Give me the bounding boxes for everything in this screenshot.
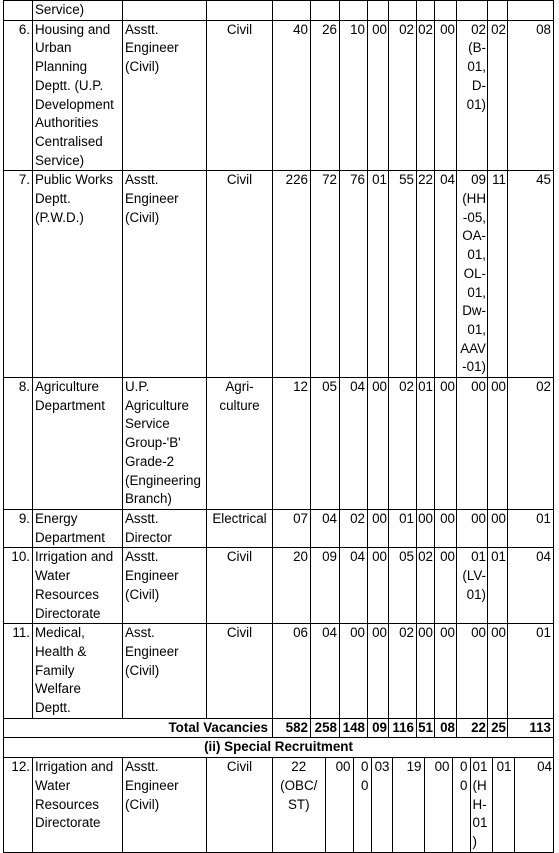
value-cell: 04 [514,758,554,852]
value-cell: 04 [340,548,368,624]
category-cell: Civil [207,171,273,378]
value-cell: 04 [311,624,340,719]
department-cell: Service) [33,1,123,21]
department-cell: Energy Department [33,509,123,547]
value-cell: 01 [488,548,508,624]
post-cell: Asstt. Engineer (Civil) [123,548,207,624]
value-cell: 01 [389,509,417,547]
value-cell: 05 [389,548,417,624]
value-cell: 02 [389,20,417,171]
value-cell: 04 [340,378,368,510]
serial-cell: 9. [4,509,33,547]
value-cell: 72 [311,171,340,378]
value-cell: 02 (B-01, D-01) [457,20,488,171]
section-title: (ii) Special Recruitment [4,738,554,758]
post-cell: Asstt. Engineer (Civil) [123,758,207,853]
value-cell: 55 [389,171,417,378]
value-cell: 02 [508,378,554,510]
section-header-row [4,738,554,758]
vacancy-table-page [3,0,554,853]
value-cell: 00 [435,378,457,510]
post-cell: Asstt. Engineer (Civil) [123,171,207,378]
value-cell: 00 [368,624,389,719]
value-cell: 00 [417,509,435,547]
total-value: 148 [340,718,368,738]
department-cell: Medical, Health & Family Welfare Deptt. [33,624,123,719]
post-cell: Asstt. Engineer (Civil) [123,20,207,171]
value-cell: 04 [435,171,457,378]
value-cell: 00 [488,624,508,719]
value-cell: 19 [392,758,424,852]
value-cell: 00 [353,758,371,852]
serial-cell: 6. [4,20,33,171]
value-cell: 00 [457,509,488,547]
value-cell: 06 [273,624,311,719]
total-value: 116 [389,718,417,738]
total-value: 08 [435,718,457,738]
value-cell: 04 [311,509,340,547]
value-cell: 09 [311,548,340,624]
category-cell: Civil [207,20,273,171]
value-cell: 26 [311,20,340,171]
value-cell: 02 [340,509,368,547]
table-row [4,624,554,719]
value-cell: 00 [435,509,457,547]
value-cell: 11 [488,171,508,378]
special-values-cell [273,758,554,853]
category-cell: Civil [207,548,273,624]
total-value: 258 [311,718,340,738]
department-cell: Housing and Urban Planning Deptt. (U.P. Development Authorities Centralised Service) [33,20,123,171]
value-cell: 10 [340,20,368,171]
value-cell: 01 [417,378,435,510]
total-value: 582 [273,718,311,738]
table-row-continued [4,1,554,21]
value-cell: 00 [488,509,508,547]
value-cell: 22 (OBC/ ST) [280,759,318,812]
value-cell: 00 [368,509,389,547]
value-cell: 00 [435,548,457,624]
value-cell: 01 [368,171,389,378]
value-cell: 01 [492,758,514,852]
value-cell: 20 [273,548,311,624]
serial-cell: 10. [4,548,33,624]
total-row [4,718,554,738]
value-cell: 00 [417,624,435,719]
post-cell: U.P. Agriculture Service Group-'B' Grade-2 (Engineering Branch) [123,378,207,510]
value-cell: 00 [368,20,389,171]
value-cell: 45 [508,171,554,378]
value-cell: 00 [424,758,452,852]
value-cell: 04 [508,548,554,624]
value-cell: 00 [452,758,470,852]
serial-cell: 8. [4,378,33,510]
category-cell: Civil [207,758,273,853]
value-cell: 12 [273,378,311,510]
value-cell: 01 (H H-01) [470,758,492,852]
value-cell: 03 [371,758,392,852]
serial-cell [4,1,33,21]
serial-cell: 7. [4,171,33,378]
value-cell: 08 [508,20,554,171]
table-row [4,548,554,624]
value-cell: 01 (LV-01) [457,548,488,624]
department-cell: Agriculture Department [33,378,123,510]
value-cell: 00 [488,378,508,510]
total-value: 25 [488,718,508,738]
table-row [4,171,554,378]
department-cell: Public Works Deptt. (P.W.D.) [33,171,123,378]
table-row [4,509,554,547]
value-cell: 00 [435,20,457,171]
value-cell: 00 [457,624,488,719]
table-row [4,378,554,510]
value-cell: 07 [273,509,311,547]
total-value: 51 [417,718,435,738]
value-cell: 00 [325,758,353,852]
value-cell: 22 [417,171,435,378]
special-values-table [273,758,554,852]
total-value: 09 [368,718,389,738]
post-cell: Asst. Engineer (Civil) [123,624,207,719]
total-value: 22 [457,718,488,738]
value-cell: 02 [389,624,417,719]
value-cell: 40 [273,20,311,171]
value-cell: 00 [435,624,457,719]
category-cell: Civil [207,624,273,719]
value-cell: 09 (HH-05, OA-01, OL-01, Dw-01, AAV -01) [457,171,488,378]
value-cell: 02 [488,20,508,171]
serial-cell: 12. [4,758,33,853]
value-cell: 76 [340,171,368,378]
total-label: Total Vacancies [4,718,273,738]
table-row [4,20,554,171]
vacancy-table [3,0,554,853]
total-value: 113 [508,718,554,738]
department-cell: Irrigation and Water Resources Directorate [33,548,123,624]
value-cell: 02 [417,548,435,624]
serial-cell: 11. [4,624,33,719]
value-cell: 00 [368,548,389,624]
value-cell: 00 [340,624,368,719]
value-cell: 02 [417,20,435,171]
category-cell: Agri-culture [207,378,273,510]
category-cell: Electrical [207,509,273,547]
value-cell: 02 [389,378,417,510]
value-cell: 01 [508,624,554,719]
value-cell: 00 [457,378,488,510]
value-cell: 226 [273,171,311,378]
table-row [4,758,554,853]
value-cell: 01 [508,509,554,547]
value-cell: 00 [368,378,389,510]
value-cell: 05 [311,378,340,510]
post-cell: Asstt. Director [123,509,207,547]
department-cell: Irrigation and Water Resources Directorate [33,758,123,853]
